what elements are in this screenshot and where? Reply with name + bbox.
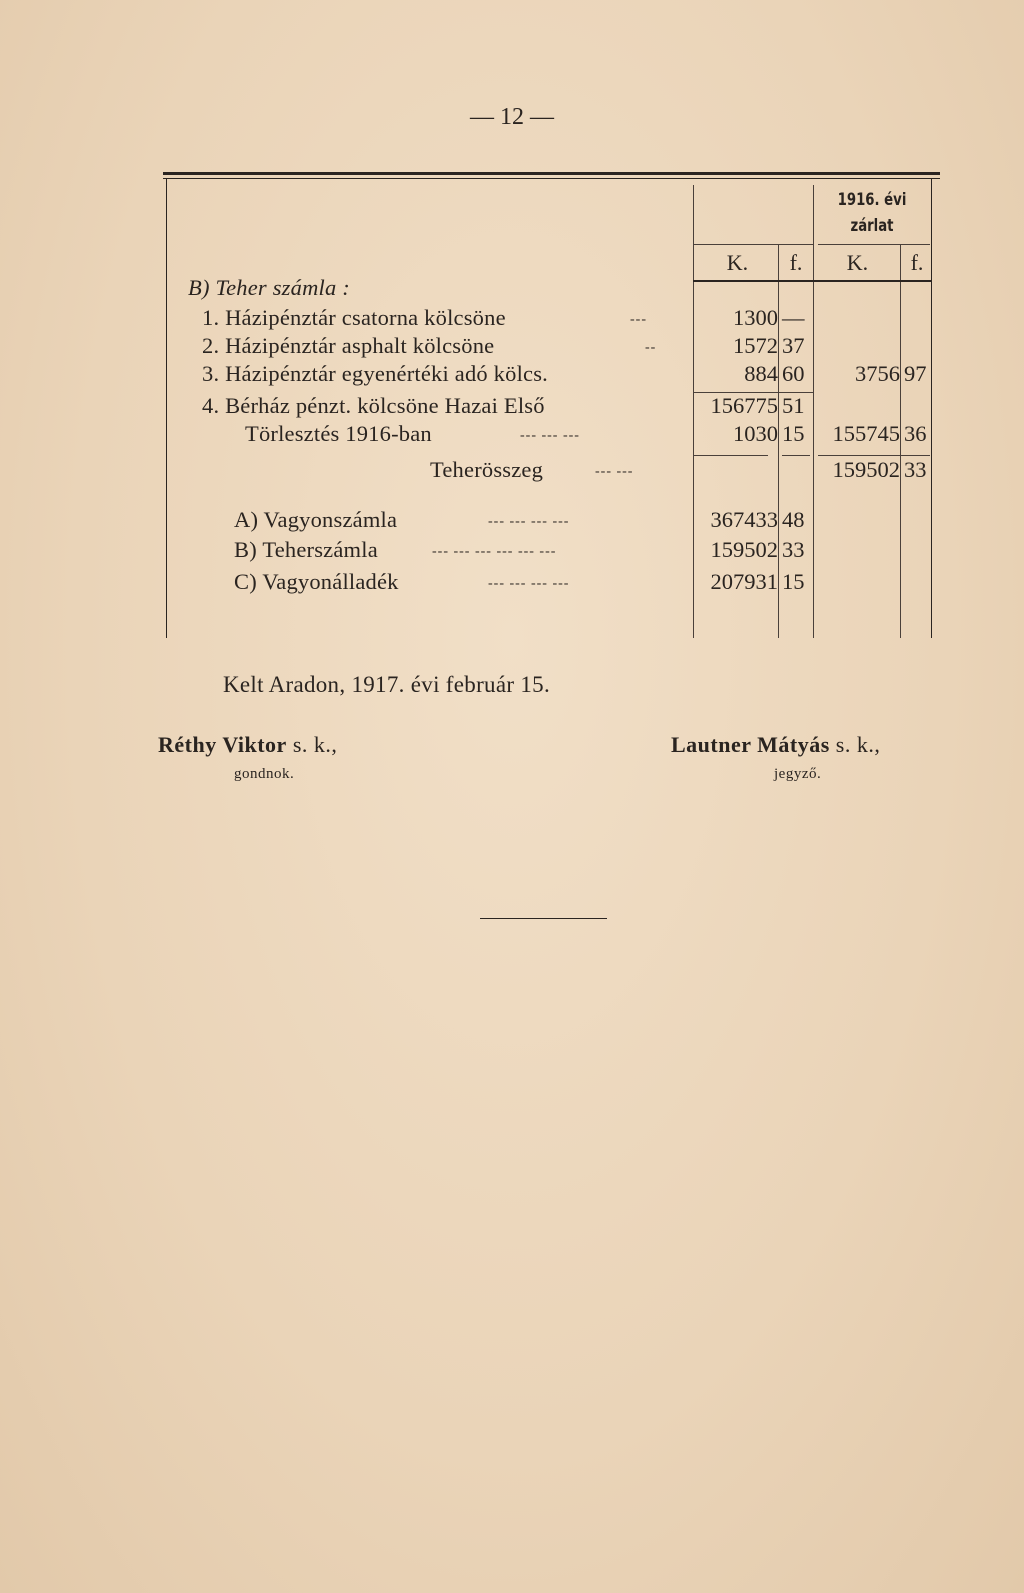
row-filler-total: 97 [904,361,927,386]
summary-kronen: 367433 [710,507,778,532]
signature-role: gondnok. [234,766,295,782]
signature-name: Lautner Mátyás [671,732,830,757]
signature-role: jegyző. [774,766,822,782]
row-leader-dots: --- --- --- --- [488,514,570,529]
row-filler-total: 33 [904,457,927,482]
section-title: B) Teher számla : [188,275,350,300]
row-filler: 15 [782,421,805,446]
col-sep-f2 [900,245,901,638]
summary-row-label: B) Teherszámla [234,537,378,562]
row-kronen: 1572 [733,333,778,358]
row-filler: 51 [782,393,805,418]
table-row-label: Törlesztés 1916-ban [245,421,432,446]
row-kronen: 156775 [710,393,778,418]
row-kronen-total: 3756 [855,361,900,386]
sum-rule-total [818,455,930,456]
signature-suffix: s. k., [286,732,338,757]
row-leader-dots: --- [630,312,647,327]
summary-filler: 33 [782,537,805,562]
row-kronen: 1300 [733,305,778,330]
row-leader-dots: --- --- --- [520,428,580,443]
row-filler: 60 [782,361,805,386]
header-col-k2: K. [846,250,869,275]
header-rule-k1 [693,244,813,245]
row-kronen-total: 155745 [832,421,900,446]
header-col-f2: f. [910,250,924,275]
summary-filler: 48 [782,507,805,532]
summary-row-label: A) Vagyonszámla [234,507,398,532]
header-col-f1: f. [789,250,803,275]
summary-filler: 15 [782,569,805,594]
row-leader-dots: --- --- --- --- [488,576,570,591]
header-year-closing-1: 1916. évi [837,190,907,210]
col-sep-k2 [813,185,814,638]
signature-jegyzo [671,732,880,758]
summary-row-label: C) Vagyonálladék [234,569,399,594]
closing-rule [480,918,607,919]
header-year-closing-2: zárlat [850,216,894,236]
row-filler: 37 [782,333,805,358]
header-col-k1: K. [726,250,749,275]
row-kronen-total: 159502 [832,457,900,482]
page-number: — 12 — [470,104,554,130]
summary-kronen: 207931 [710,569,778,594]
table-row-label: 1. Házipénztár csatorna kölcsöne [202,305,506,330]
header-rule-k2 [818,244,930,245]
col-sep-f1 [778,245,779,638]
row-leader-dots: --- --- --- --- --- --- [432,544,557,559]
row-leader-dots: --- --- [595,464,634,479]
sum-rule-teher [693,455,768,456]
signature-gondnok [158,732,337,758]
table-row-label: 2. Házipénztár asphalt kölcsöne [202,333,495,358]
row-kronen: 884 [744,361,778,386]
table-top-rule-thin [163,178,940,179]
dated-line: Kelt Aradon, 1917. évi február 15. [223,672,550,697]
signature-suffix: s. k., [829,732,881,757]
table-left-border [166,178,167,638]
summary-kronen: 159502 [710,537,778,562]
row-filler: — [782,305,805,330]
table-row-label: 4. Bérház pénzt. kölcsöne Hazai Első [202,393,545,418]
signature-name: Réthy Viktor [158,732,287,757]
header-bottom-rule [693,280,931,282]
table-right-border [931,178,932,638]
row-leader-dots: -- [645,340,657,355]
table-row-label: 3. Házipénztár egyenértéki adó kölcs. [202,361,548,386]
sum-rule-teher-f [782,455,810,456]
row-filler-total: 36 [904,421,927,446]
table-row-label-total: Teherösszeg [430,457,544,482]
table-top-rule [163,172,940,175]
row-kronen: 1030 [733,421,778,446]
